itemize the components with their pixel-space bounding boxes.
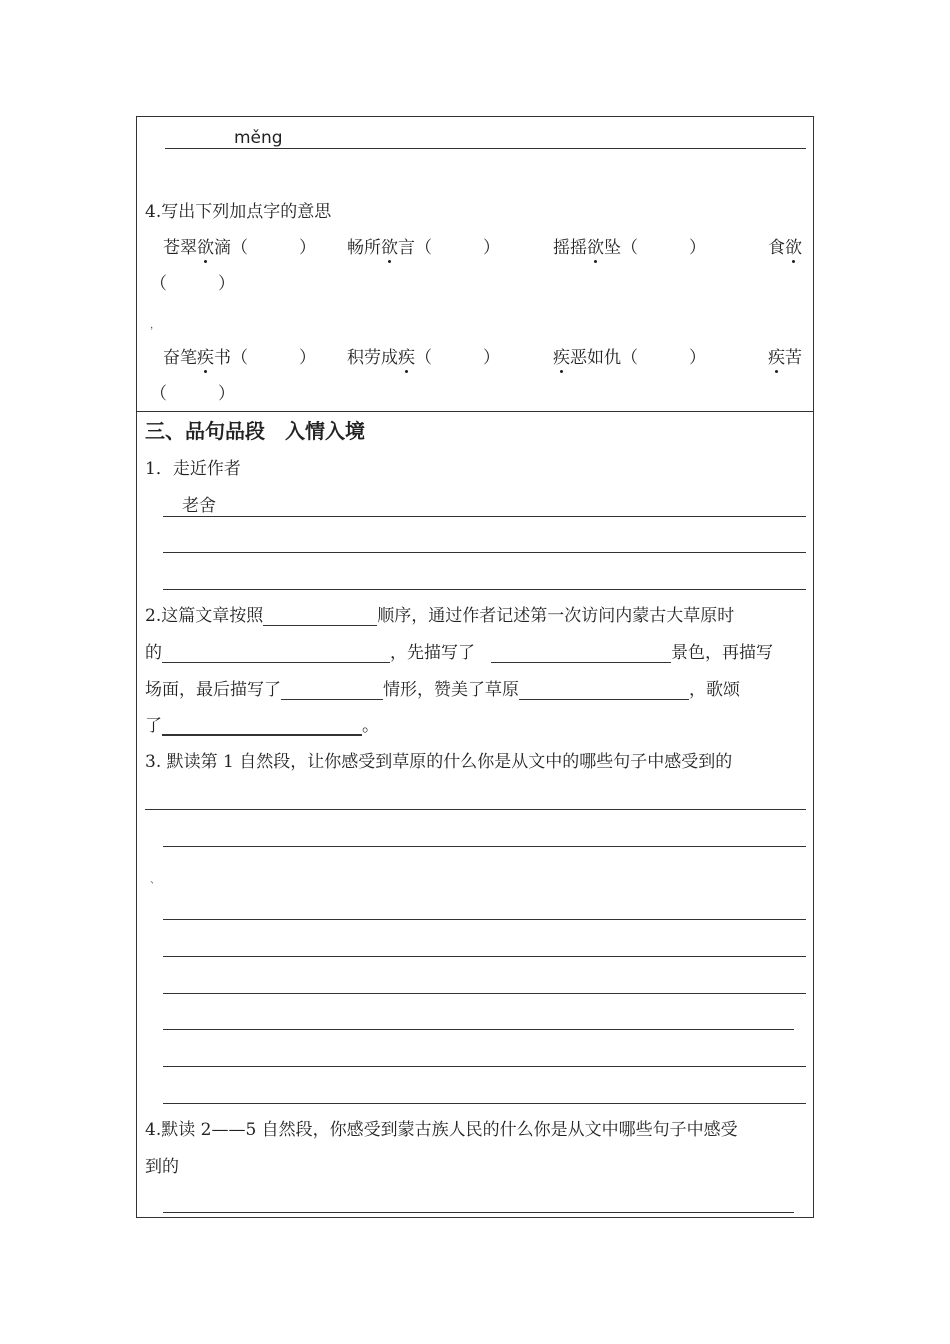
item-text: 摇摇 bbox=[553, 238, 587, 258]
fill-blank[interactable] bbox=[519, 681, 689, 700]
q2-line-4 bbox=[145, 716, 379, 736]
q2-text: ，歌颂 bbox=[689, 680, 740, 700]
section-heading: 三、品句品段 入情入境 bbox=[145, 419, 365, 443]
dotted-char: 欲 bbox=[381, 238, 398, 258]
stray-mark: ， bbox=[150, 320, 160, 331]
q2-text: 顺序，通过作者记述第一次访问内蒙古大草原时 bbox=[377, 606, 735, 626]
item-text: 食 bbox=[768, 238, 785, 258]
item-text: （ ） bbox=[415, 348, 500, 368]
dotted-char: 欲 bbox=[785, 238, 802, 258]
dotted-char: 疾 bbox=[768, 348, 785, 368]
fill-blank[interactable] bbox=[162, 716, 362, 736]
q2-text: 场面，最后描写了 bbox=[145, 680, 281, 700]
q2-text: 了 bbox=[145, 716, 162, 736]
q1-answer: 老舍 bbox=[182, 496, 216, 516]
answer-line[interactable] bbox=[145, 809, 806, 810]
answer-line[interactable] bbox=[163, 1066, 806, 1067]
item-text: 积劳成 bbox=[347, 348, 398, 368]
q4-item-7[interactable] bbox=[553, 348, 706, 368]
dotted-char: 疾 bbox=[398, 348, 415, 368]
answer-line[interactable] bbox=[163, 1212, 794, 1213]
worksheet-table bbox=[136, 116, 814, 1218]
dotted-char: 疾 bbox=[197, 348, 214, 368]
q2-text: 2.这篇文章按照 bbox=[145, 606, 264, 626]
q2-text: 情形，赞美了草原 bbox=[383, 680, 519, 700]
q4-item-4[interactable] bbox=[768, 238, 802, 258]
q4-item-4-blank[interactable]: （ ） bbox=[150, 274, 235, 294]
q4-item-8-blank[interactable]: （ ） bbox=[150, 384, 235, 404]
fill-blank[interactable] bbox=[263, 607, 377, 626]
item-text: 滴（ ） bbox=[214, 238, 316, 258]
answer-line[interactable] bbox=[163, 1103, 806, 1104]
fill-blank[interactable] bbox=[162, 644, 390, 663]
item-text: 书（ ） bbox=[214, 348, 316, 368]
answer-line[interactable] bbox=[163, 552, 806, 553]
q2-text: ，先描写了 bbox=[390, 643, 475, 663]
q1-title: 1．走近作者 bbox=[145, 459, 241, 479]
q4-item-1[interactable] bbox=[163, 238, 316, 258]
fill-blank[interactable] bbox=[281, 681, 383, 700]
item-text: 奋笔 bbox=[163, 348, 197, 368]
answer-line[interactable] bbox=[163, 993, 806, 994]
answer-line[interactable] bbox=[165, 148, 806, 149]
item-text: 苍翠 bbox=[163, 238, 197, 258]
q4-item-2[interactable] bbox=[347, 238, 500, 258]
item-text: 言（ ） bbox=[398, 238, 500, 258]
item-text: 畅所 bbox=[347, 238, 381, 258]
q2-text: 的 bbox=[145, 643, 162, 663]
q4b-line-2: 到的 bbox=[145, 1157, 179, 1177]
q3-title: 3. 默读第 1 自然段，让你感受到草原的什么你是从文中的哪些句子中感受到的 bbox=[145, 752, 733, 772]
section-divider bbox=[137, 411, 813, 412]
stray-mark: 、 bbox=[150, 875, 160, 886]
q2-line-2 bbox=[145, 643, 773, 663]
fill-blank[interactable] bbox=[491, 644, 671, 663]
q4-item-3[interactable] bbox=[553, 238, 706, 258]
answer-line[interactable] bbox=[163, 589, 806, 590]
q2-line-3 bbox=[145, 680, 740, 700]
item-text: 恶如仇（ ） bbox=[570, 348, 706, 368]
answer-line[interactable] bbox=[163, 956, 806, 957]
q4-item-6[interactable] bbox=[347, 348, 500, 368]
item-text: 苦 bbox=[785, 348, 802, 368]
q4b-line-1: 4.默读 2——5 自然段，你感受到蒙古族人民的什么你是从文中哪些句子中感受 bbox=[145, 1120, 738, 1140]
pinyin-text: měng bbox=[234, 128, 283, 148]
dotted-char: 疾 bbox=[553, 348, 570, 368]
q4-title: 4.写出下列加点字的意思 bbox=[145, 202, 332, 222]
item-text: 坠（ ） bbox=[604, 238, 706, 258]
q2-text: 。 bbox=[362, 716, 379, 736]
answer-line[interactable] bbox=[163, 516, 806, 517]
q2-line-1 bbox=[145, 606, 734, 626]
answer-line[interactable] bbox=[163, 846, 806, 847]
dotted-char: 欲 bbox=[587, 238, 604, 258]
q2-text: 景色，再描写 bbox=[671, 643, 773, 663]
q4-item-8[interactable] bbox=[768, 348, 802, 368]
q4-item-5[interactable] bbox=[163, 348, 316, 368]
answer-line[interactable] bbox=[163, 1029, 794, 1030]
answer-line[interactable] bbox=[163, 919, 806, 920]
dotted-char: 欲 bbox=[197, 238, 214, 258]
